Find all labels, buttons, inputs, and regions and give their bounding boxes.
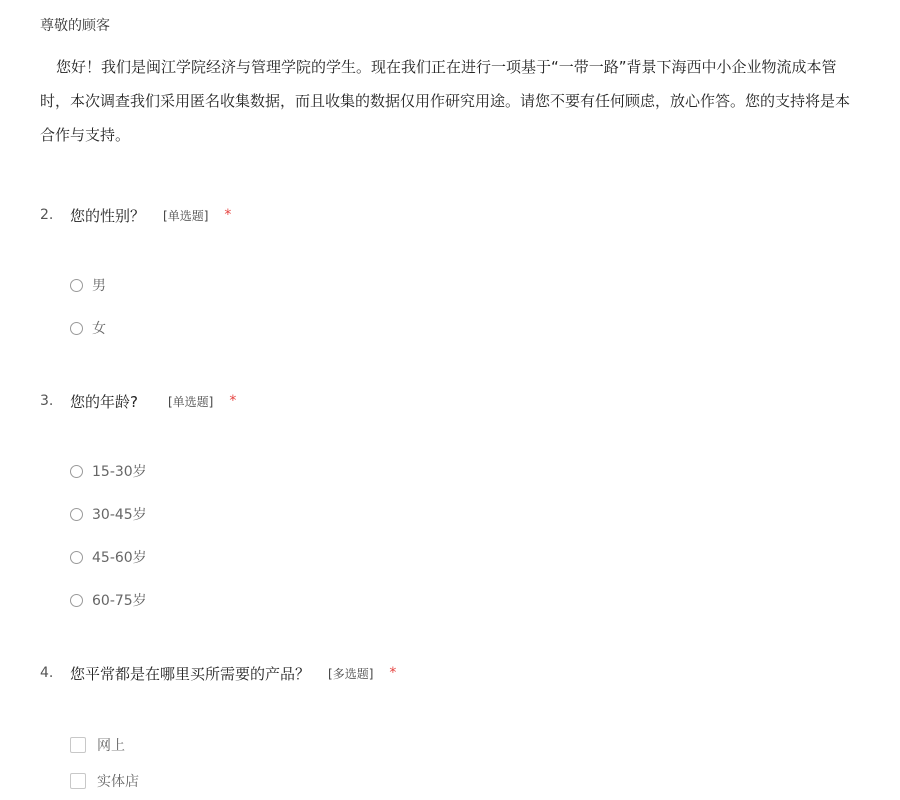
checkbox-icon[interactable] — [70, 773, 86, 789]
question-number: 2. — [40, 207, 54, 223]
option-label: 60-75岁 — [92, 593, 147, 609]
radio-icon[interactable] — [70, 322, 83, 335]
intro-paragraph — [40, 50, 900, 152]
option-age-45-60[interactable] — [70, 547, 147, 567]
required-marker: * — [229, 393, 237, 409]
option-purchase-online[interactable] — [70, 735, 125, 755]
greeting-heading: 尊敬的顾客 — [40, 18, 110, 34]
intro-line: 时，本次调查我们采用匿名收集数据，而且收集的数据仅用作研究用途。请您不要有任何顾虑，放心作答。您的支持将是本 — [40, 92, 851, 110]
option-age-15-30[interactable] — [70, 461, 147, 481]
radio-icon[interactable] — [70, 594, 83, 607]
question-type-label: [单选题] — [167, 394, 214, 409]
option-gender-female[interactable] — [70, 318, 106, 338]
radio-icon[interactable] — [70, 465, 83, 478]
option-label: 45-60岁 — [92, 550, 147, 566]
intro-line: 您好！我们是闽江学院经济与管理学院的学生。现在我们正在进行一项基于“一带一路”背景下海西中小企业物流成本管 — [56, 58, 837, 76]
question-title: 您的性别？ — [70, 206, 146, 225]
option-label: 15-30岁 — [92, 464, 147, 480]
option-purchase-store[interactable] — [70, 771, 139, 791]
question-age — [40, 390, 236, 412]
question-number: 4. — [40, 665, 54, 681]
checkbox-icon[interactable] — [70, 737, 86, 753]
question-purchase-place — [40, 662, 396, 684]
option-label: 女 — [92, 321, 106, 337]
question-number: 3. — [40, 393, 54, 409]
option-label: 实体店 — [97, 774, 139, 790]
question-title: 您平常都是在哪里买所需要的产品？ — [70, 664, 311, 683]
option-gender-male[interactable] — [70, 275, 106, 295]
radio-icon[interactable] — [70, 551, 83, 564]
radio-icon[interactable] — [70, 279, 83, 292]
option-age-60-75[interactable] — [70, 590, 147, 610]
option-label: 男 — [92, 278, 106, 294]
intro-line: 合作与支持。 — [40, 126, 131, 144]
question-type-label: [单选题] — [163, 208, 209, 223]
option-label: 30-45岁 — [92, 507, 147, 523]
radio-icon[interactable] — [70, 508, 83, 521]
required-marker: * — [389, 665, 397, 681]
question-title: 您的年龄? — [70, 392, 138, 411]
option-age-30-45[interactable] — [70, 504, 147, 524]
question-type-label: [多选题] — [328, 666, 374, 681]
question-gender — [40, 204, 231, 226]
option-label: 网上 — [97, 738, 125, 754]
required-marker: * — [224, 207, 232, 223]
